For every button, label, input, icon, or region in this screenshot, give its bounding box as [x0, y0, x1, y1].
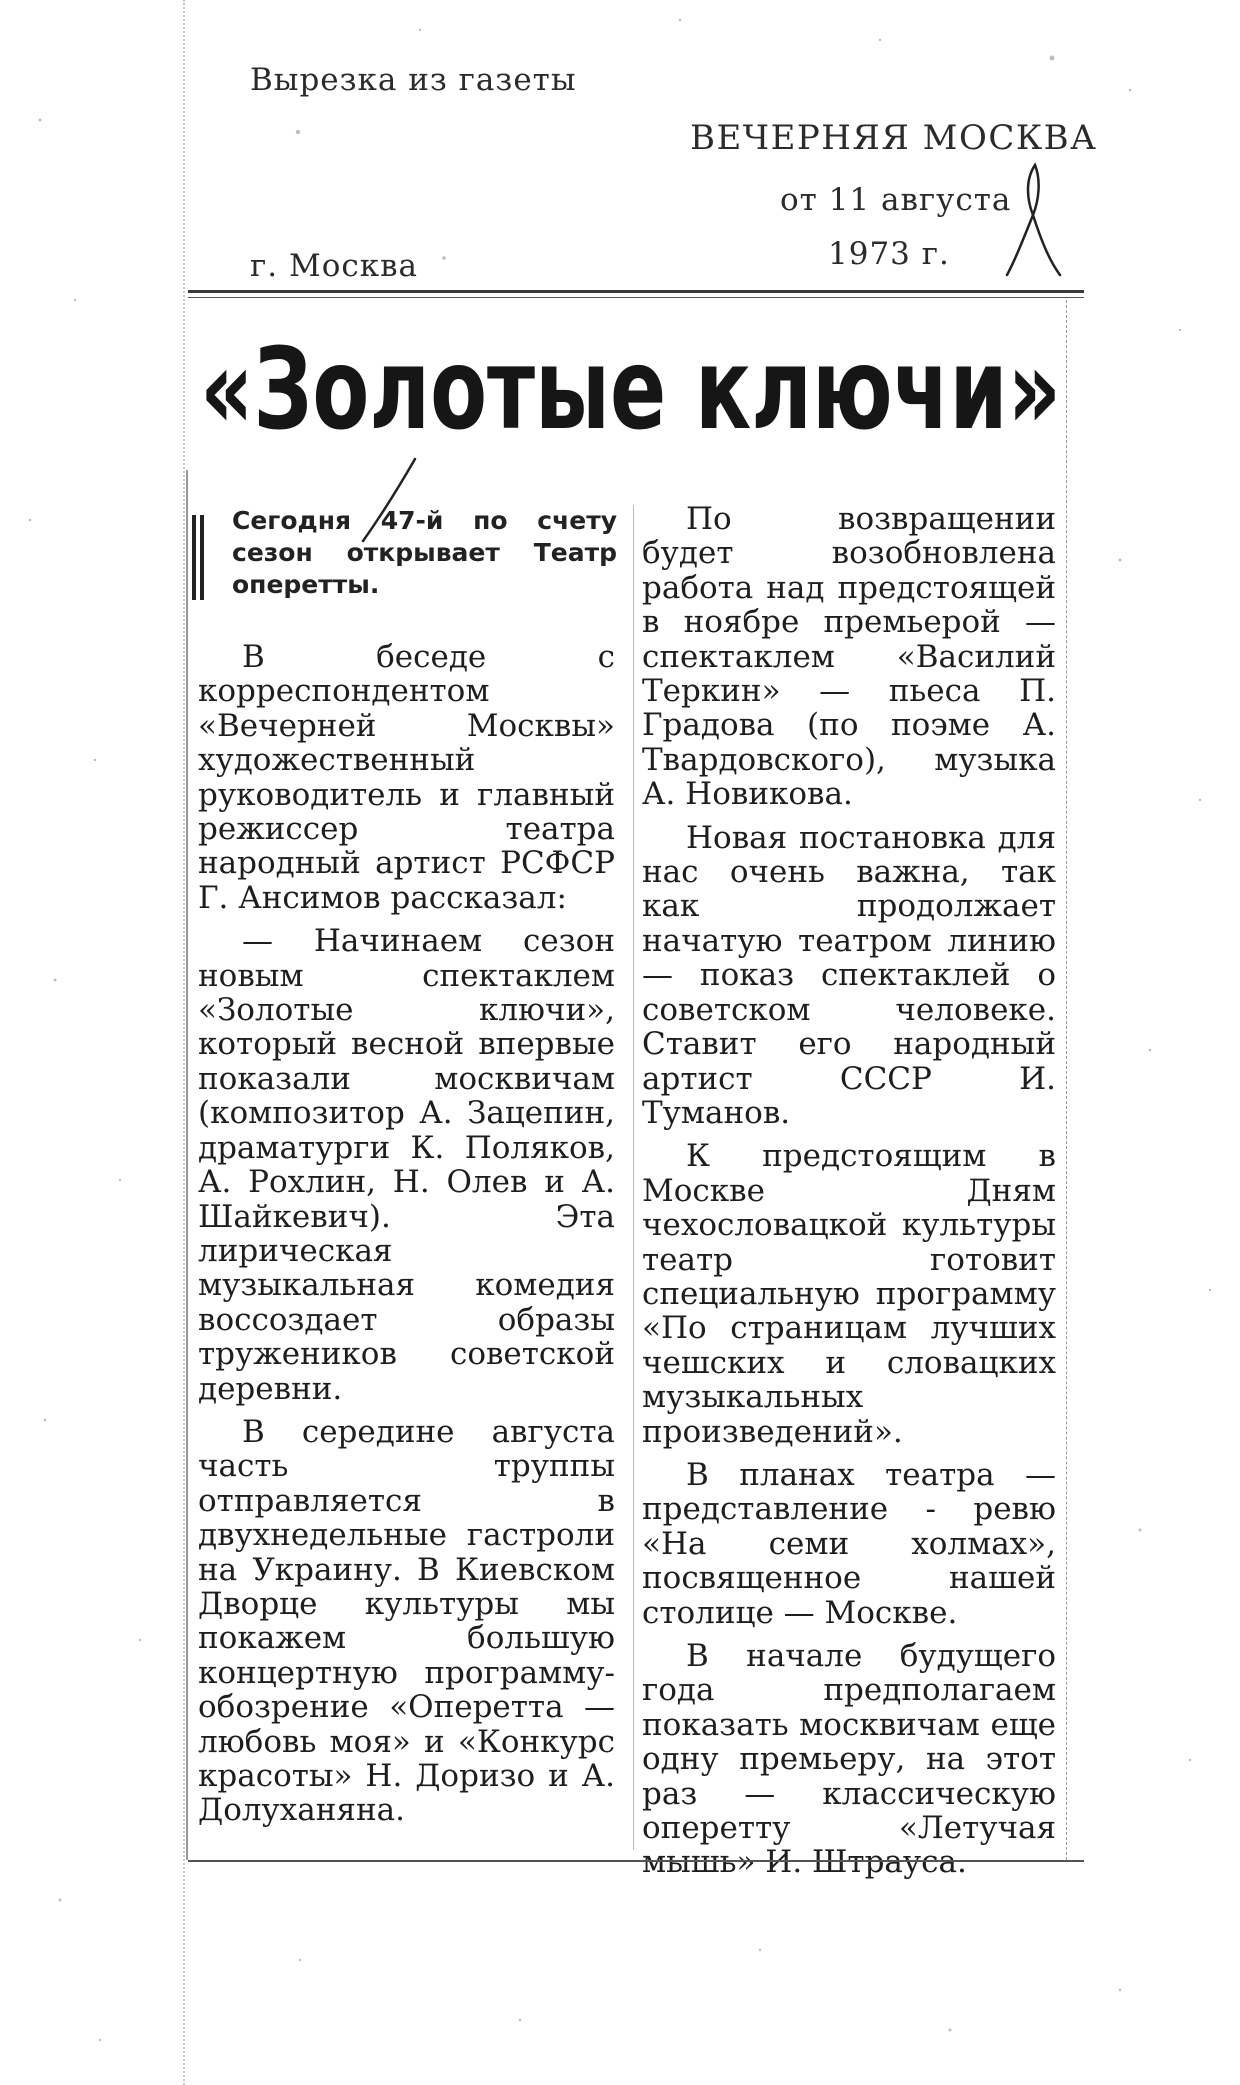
paragraph: По возвращении будет возобновлена работа над предстоящей в ноябре премьерой — спектаклем «Василий Теркин» — пьеса П. Градова (по поэме А. Твардовского), музыка А. Новикова. — [642, 501, 1056, 813]
article-headline: «Золотые ключи» — [200, 325, 1062, 455]
lead-bar — [200, 515, 204, 600]
lead-marker-bars — [192, 515, 204, 600]
paragraph: В планах театра — представление - ревю «На семи холмах», посвященное нашей столице — Москве. — [642, 1456, 1056, 1631]
paragraph: К предстоящим в Москве Дням чехословацкой культуры театр готовит специальную программу «По страницам лучших чешских и словацких музыкальных произведений». — [642, 1138, 1056, 1450]
header-rule-thick — [188, 290, 1084, 293]
card-edge-line — [183, 0, 185, 2085]
column-divider — [633, 505, 634, 1850]
bottom-rule — [188, 1860, 1084, 1862]
issue-date: от 11 августа — [780, 182, 1012, 218]
right-column — [642, 502, 1056, 1889]
right-margin-line — [1066, 300, 1067, 1860]
paragraph: В беседе с корреспондентом «Вечерней Москвы» художественный руководитель и главный режиссер театра народный артист РСФСР Г. Ансимов рассказал: — [198, 639, 615, 916]
left-column — [198, 640, 615, 1837]
newspaper-name: ВЕЧЕРНЯЯ МОСКВА — [690, 118, 1098, 158]
article-lead: Сегодня 47-й по счету сезон открывает Театр оперетты. — [232, 506, 617, 599]
issue-year: 1973 г. — [828, 236, 950, 272]
header-rule-thin — [188, 297, 1084, 298]
paragraph: — Начинаем сезон новым спектаклем «Золотые ключи», который весной впервые показали москвичам (композитор А. Зацепин, драматурги К. Поляков, А. Рохлин, Н. Олев и А. Шайкевич). Эта лирическая музыкальная комедия воссоздает образы тружеников советской деревни. — [198, 923, 615, 1407]
left-margin-line — [186, 470, 188, 1860]
paragraph: В середине августа часть труппы отправляется в двухнедельные гастроли на Украину. В Киевском Дворце культуры мы покажем большую концертную программу-обозрение «Оперетта — любовь моя» и «Конкурс красоты» Н. Доризо и А. Долуханяна. — [198, 1413, 615, 1829]
lead-bar — [192, 515, 196, 600]
handwritten-mark — [1005, 160, 1065, 280]
paragraph: Новая постановка для нас очень важна, так как продолжает начатую театром линию — показ спектаклей о советском человеке. Ставит его народный артист СССР И. Туманов. — [642, 819, 1056, 1131]
paragraph: В начале будущего года предполагаем показать москвичам еще одну премьеру, на этот раз — классическую оперетту «Летучая мышь» И. Штрауса. — [642, 1638, 1056, 1881]
clipping-label: Вырезка из газеты — [250, 62, 577, 98]
city-label: г. Москва — [250, 248, 419, 284]
